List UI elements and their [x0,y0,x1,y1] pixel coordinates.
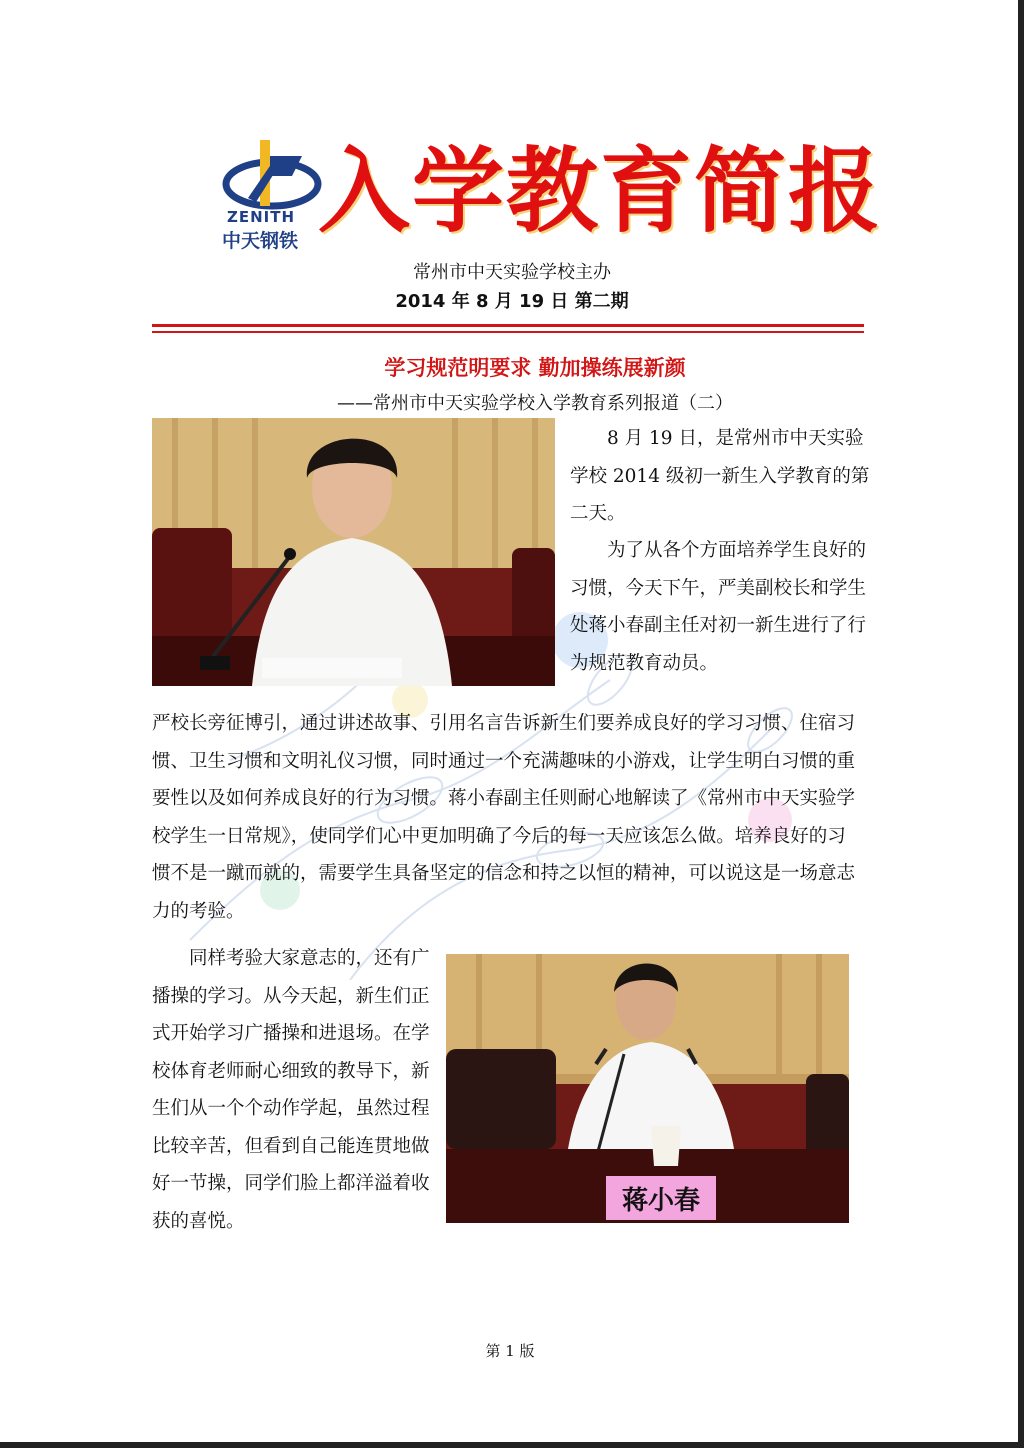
page-number: 第 1 版 [485,1342,535,1360]
logo-company-name: 中天钢铁 [222,230,299,252]
photo-vice-principal [152,418,555,686]
article-paragraph-2: 为了从各个方面培养学生良好的习惯，今天下午，严美副校长和学生处蒋小春副主任对初一新生进行了行为规范教育动员。 [570,540,867,674]
article-paragraph-3: 同样考验大家意志的，还有广播操的学习。从今天起，新生们正式开始学习广播操和进退场。在学校体育老师耐心细致的教导下，新生们从一个个动作学起，虽然过程比较辛苦，但看到自己能连贯地做好一节操，同学们脸上都洋溢着收获的喜悦。 [152,948,430,1232]
article-paragraph-1: 8 月 19 日，是常州市中天实验学校 2014 级初一新生入学教育的第二天。 [570,428,870,524]
article-paragraph-2-continued: 严校长旁征博引，通过讲述故事、引用名言告诉新生们要养成良好的学习习惯、住宿习惯、卫生习惯和文明礼仪习惯，同时通过一个充满趣味的小游戏，让学生明白习惯的重要性以及如何养成良好的行为习惯。蒋小春副主任则耐心地解读了《常州市中天实验学校学生一日常规》，使同学们心中更加明确了今后的每一天应该怎么做。培养良好的习惯不是一蹴而就的，需要学生具备坚定的信念和持之以恒的精神，可以说这是一场意志力的考验。 [152,713,856,922]
host-line: 常州市中天实验学校主办 [413,262,611,283]
logo-brand-text: ZENITH [227,208,296,226]
article-subheadline: ——常州市中天实验学校入学教育系列报道（二） [337,393,733,414]
scan-border-right [1018,0,1024,1448]
header-rule-thick [152,324,864,327]
zenith-logo [222,136,322,252]
article-headline: 学习规范明要求 勤加操练展新颜 [384,356,686,380]
header-rule-thin [152,331,864,333]
masthead-title: 入学教育简报 [318,137,883,245]
issue-date-line: 2014 年 8 月 19 日 第二期 [395,291,629,312]
photo-jiang-xiaochun [446,954,849,1223]
zenith-emblem-icon [222,136,322,212]
scan-border-bottom [0,1442,1024,1448]
nameplate-label: 蒋小春 [621,1186,700,1216]
